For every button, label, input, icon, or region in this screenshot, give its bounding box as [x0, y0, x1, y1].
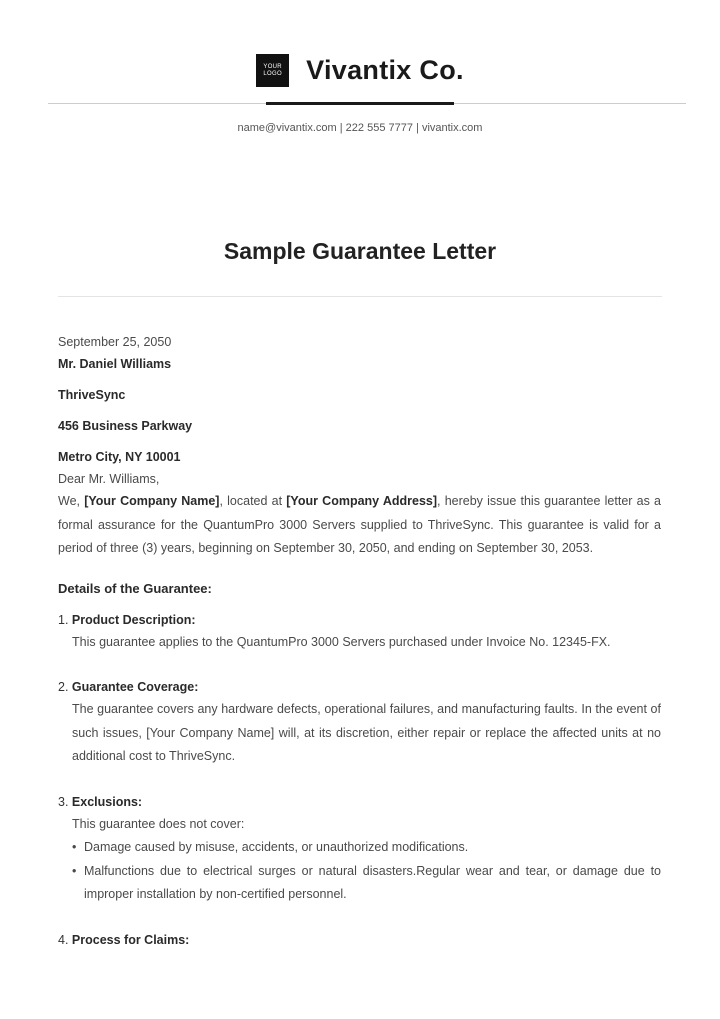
recipient-street: 456 Business Parkway	[58, 419, 193, 433]
item-title: Guarantee Coverage:	[71, 680, 199, 694]
company-logo	[256, 54, 289, 87]
intro-company-placeholder: [Your Company Name]	[84, 494, 220, 508]
document-title: Sample Guarantee Letter	[223, 238, 497, 264]
letter-body	[58, 331, 661, 951]
item-number: 4.	[58, 932, 69, 947]
item-title: Exclusions:	[71, 794, 143, 809]
item-body: The guarantee covers any hardware defects, operational failures, and manufacturing faults. In the event of such issues, [Your Company Name] will, at its discretion, either repair or replace the affected units at no additional cost to ThriveSync.	[72, 702, 661, 763]
list-item: • Malfunctions due to electrical surges or natural disasters.Regular wear and tear, or damage due to improper installation by non-certified personnel.	[72, 860, 661, 907]
intro-address-placeholder: [Your Company Address]	[286, 494, 438, 508]
item-number: 1.	[58, 612, 69, 627]
letterhead	[0, 54, 720, 87]
recipient-city: Metro City, NY 10001	[58, 450, 181, 464]
exclusions-list	[58, 836, 661, 907]
detail-item-product-description	[58, 609, 661, 655]
list-item: • Damage caused by misuse, accidents, or unauthorized modifications.	[72, 836, 661, 860]
logo-line-2: LOGO	[263, 70, 282, 77]
bullet-icon: •	[72, 840, 77, 854]
company-name: Vivantix Co.	[306, 55, 464, 85]
detail-item-process-for-claims	[58, 929, 661, 951]
detail-item-guarantee-coverage	[58, 676, 661, 769]
detail-item-exclusions	[58, 791, 661, 907]
item-number: 3.	[58, 794, 69, 809]
bullet-icon: •	[72, 863, 77, 878]
salutation: Dear Mr. Williams,	[58, 472, 160, 486]
recipient-company: ThriveSync	[58, 388, 126, 402]
item-number: 2.	[58, 680, 69, 694]
details-heading: Details of the Guarantee:	[58, 580, 212, 596]
item-body: This guarantee applies to the QuantumPro 3000 Servers purchased under Invoice No. 12345-FX.	[72, 634, 611, 649]
recipient-name: Mr. Daniel Williams	[58, 357, 172, 371]
letter-date: September 25, 2050	[58, 335, 172, 349]
intro-paragraph	[58, 490, 661, 561]
header-divider-accent	[266, 102, 454, 105]
intro-text-2: , located at	[219, 494, 287, 508]
title-divider	[58, 296, 662, 297]
item-title: Product Description:	[71, 612, 196, 627]
intro-text-1: We,	[58, 494, 85, 508]
logo-line-1: YOUR	[263, 63, 282, 70]
item-body: This guarantee does not cover:	[72, 816, 245, 831]
item-title: Process for Claims:	[71, 932, 190, 947]
intro-text-3: , hereby issue this guarantee letter as a formal assurance for the QuantumPro 3000 Servers supplied to ThriveSync. This guarantee is valid for a period of three (3) years, beginning on September 30, 2050, and ending on September 30, 2053.	[58, 494, 661, 555]
contact-info: name@vivantix.com | 222 555 7777 | vivantix.com	[237, 122, 483, 134]
